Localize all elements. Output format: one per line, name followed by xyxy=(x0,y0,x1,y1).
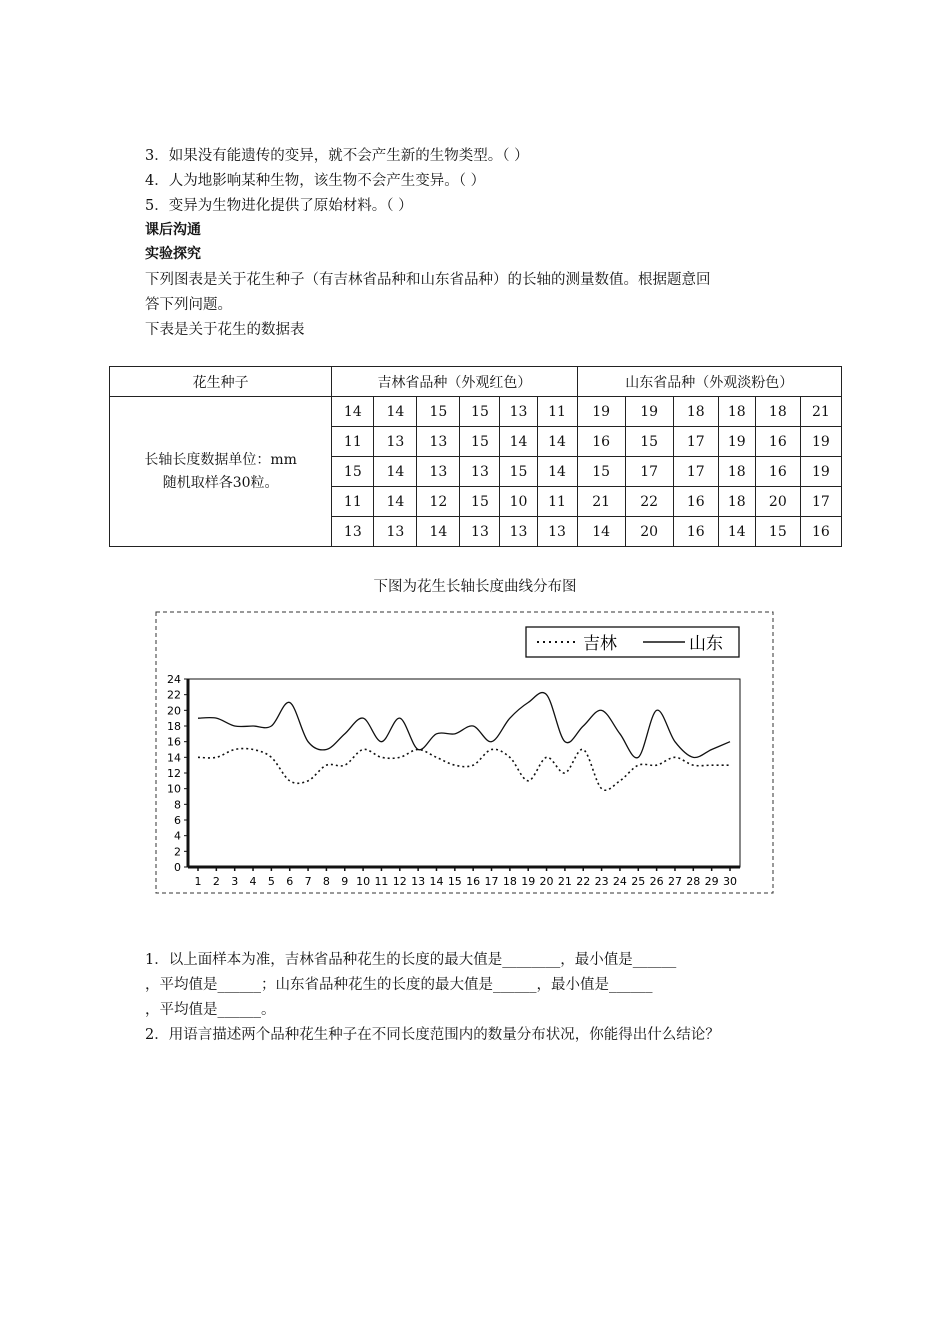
table-cell: 20 xyxy=(625,517,673,547)
data-point xyxy=(344,765,345,766)
question-b1-line1: 1．以上面样本为准，吉林省品种花生的长度的最大值是________，最小值是______ xyxy=(145,952,677,968)
header-shandong: 山东省品种（外观淡粉色） xyxy=(577,367,841,397)
data-point xyxy=(252,725,253,726)
length-distribution-chart xyxy=(155,611,775,895)
data-point xyxy=(436,733,437,734)
data-point xyxy=(509,757,510,758)
y-tick-label: 6 xyxy=(174,814,181,827)
legend-label-shandong: 山东 xyxy=(689,634,723,654)
table-cell: 14 xyxy=(537,457,577,487)
table-cell: 19 xyxy=(800,457,841,487)
y-tick-label: 20 xyxy=(167,704,181,718)
x-tick-label: 23 xyxy=(594,875,609,888)
table-cell: 16 xyxy=(755,457,800,487)
table-cell: 19 xyxy=(718,427,755,457)
data-point xyxy=(528,702,529,703)
x-tick-label: 24 xyxy=(612,875,627,888)
x-tick-label: 6 xyxy=(286,875,294,888)
x-tick-label: 18 xyxy=(502,875,517,888)
table-cell: 13 xyxy=(500,517,537,547)
table-cell: 21 xyxy=(577,487,625,517)
table-cell: 14 xyxy=(417,517,460,547)
y-tick-label: 18 xyxy=(167,720,181,733)
x-tick-label: 28 xyxy=(686,875,701,888)
data-point xyxy=(363,718,364,719)
question-5: 5．变异为生物进化提供了原始材料。（ ） xyxy=(145,198,413,214)
table-cell: 13 xyxy=(417,457,460,487)
x-tick-label: 2 xyxy=(212,875,220,888)
data-point xyxy=(271,757,272,758)
table-cell: 15 xyxy=(460,487,500,517)
y-tick-label: 2 xyxy=(174,845,181,859)
data-point xyxy=(399,757,400,758)
table-row xyxy=(110,397,842,427)
data-point xyxy=(454,733,455,734)
table-cell: 11 xyxy=(537,487,577,517)
table-cell: 20 xyxy=(755,487,800,517)
intro-line-2: 答下列问题。 xyxy=(145,297,232,313)
data-point xyxy=(399,718,400,719)
table-cell: 16 xyxy=(800,517,841,547)
data-point xyxy=(307,780,308,781)
data-point xyxy=(473,765,474,766)
x-tick-label: 17 xyxy=(484,875,499,888)
table-cell: 18 xyxy=(755,397,800,427)
table-cell: 15 xyxy=(500,457,537,487)
data-point xyxy=(289,780,290,781)
table-cell: 16 xyxy=(673,487,718,517)
y-tick-label: 12 xyxy=(167,767,181,780)
x-tick-label: 13 xyxy=(411,875,426,888)
x-tick-label: 8 xyxy=(322,875,330,888)
table-cell: 13 xyxy=(460,457,500,487)
table-cell: 19 xyxy=(577,397,625,427)
data-point xyxy=(289,702,290,703)
table-cell: 14 xyxy=(374,397,417,427)
table-cell: 17 xyxy=(673,457,718,487)
data-point xyxy=(546,694,547,695)
table-cell: 14 xyxy=(718,517,755,547)
peanut-data-table xyxy=(109,366,842,547)
table-cell: 11 xyxy=(537,397,577,427)
x-tick-label: 15 xyxy=(447,875,462,888)
table-cell: 17 xyxy=(800,487,841,517)
data-point xyxy=(638,757,639,758)
table-cell: 10 xyxy=(500,487,537,517)
data-point xyxy=(638,765,639,766)
plot-area xyxy=(167,673,740,888)
table-cell: 15 xyxy=(625,427,673,457)
x-tick-label: 3 xyxy=(231,875,239,888)
table-cell: 19 xyxy=(800,427,841,457)
intro-line-1: 下列图表是关于花生种子（有吉林省品种和山东省品种）的长轴的测量数值。根据题意回 xyxy=(145,272,711,288)
table-cell: 16 xyxy=(577,427,625,457)
x-tick-label: 14 xyxy=(429,875,444,888)
y-tick-label: 14 xyxy=(167,751,181,765)
x-tick-label: 20 xyxy=(539,875,554,888)
data-point xyxy=(729,741,730,742)
table-cell: 13 xyxy=(332,517,374,547)
y-tick-label: 0 xyxy=(174,861,181,874)
x-tick-label: 21 xyxy=(557,875,572,888)
row-label xyxy=(110,397,332,547)
table-cell: 11 xyxy=(332,487,374,517)
x-tick-label: 16 xyxy=(466,875,481,888)
table-cell: 18 xyxy=(718,457,755,487)
data-point xyxy=(528,780,529,781)
y-tick-label: 24 xyxy=(167,673,181,686)
x-tick-label: 30 xyxy=(723,875,737,888)
table-cell: 13 xyxy=(460,517,500,547)
data-point xyxy=(564,741,565,742)
x-tick-label: 9 xyxy=(341,875,349,888)
data-point xyxy=(619,780,620,781)
x-tick-label: 7 xyxy=(304,875,312,888)
data-point xyxy=(693,757,694,758)
table-cell: 18 xyxy=(673,397,718,427)
data-point xyxy=(509,718,510,719)
data-point xyxy=(418,749,419,750)
legend-label-jilin: 吉林 xyxy=(583,634,617,654)
data-point xyxy=(491,741,492,742)
chart-caption: 下图为花生长轴长度曲线分布图 xyxy=(373,579,577,595)
data-point xyxy=(711,765,712,766)
x-tick-label: 19 xyxy=(521,875,536,888)
chart-legend xyxy=(526,627,739,657)
x-tick-label: 27 xyxy=(667,875,682,888)
plot-border xyxy=(188,679,740,867)
data-point xyxy=(729,765,730,766)
data-point xyxy=(344,733,345,734)
question-b2: 2．用语言描述两个品种花生种子在不同长度范围内的数量分布状况，你能得出什么结论？ xyxy=(145,1027,720,1043)
data-point xyxy=(381,741,382,742)
table-cell: 18 xyxy=(718,487,755,517)
table-cell: 22 xyxy=(625,487,673,517)
data-point xyxy=(307,741,308,742)
y-tick-label: 8 xyxy=(174,798,181,812)
table-cell: 21 xyxy=(800,397,841,427)
subsection-title: 实验探究 xyxy=(145,246,201,262)
data-point xyxy=(234,749,235,750)
table-cell: 14 xyxy=(537,427,577,457)
x-tick-label: 29 xyxy=(704,875,719,888)
table-cell: 11 xyxy=(332,427,374,457)
x-tick-label: 11 xyxy=(374,875,389,888)
table-cell: 13 xyxy=(417,427,460,457)
row-label-line1: 长轴长度数据单位：mm xyxy=(144,451,297,468)
data-point xyxy=(601,710,602,711)
series-line-shandong xyxy=(198,693,730,758)
x-tick-label: 1 xyxy=(194,875,202,888)
x-tick-label: 25 xyxy=(631,875,646,888)
table-intro: 下表是关于花生的数据表 xyxy=(145,322,305,338)
data-point xyxy=(601,788,602,789)
y-tick-label: 16 xyxy=(167,735,181,749)
table-cell: 13 xyxy=(374,427,417,457)
x-tick-label: 22 xyxy=(576,875,591,888)
data-point xyxy=(693,765,694,766)
y-tick-label: 10 xyxy=(167,782,181,796)
data-point xyxy=(619,733,620,734)
table-cell: 15 xyxy=(460,397,500,427)
data-point xyxy=(326,749,327,750)
data-point xyxy=(454,765,455,766)
data-point xyxy=(656,710,657,711)
data-point xyxy=(252,749,253,750)
x-tick-label: 12 xyxy=(392,875,407,888)
header-jilin: 吉林省品种（外观红色） xyxy=(332,367,577,397)
x-tick-label: 26 xyxy=(649,875,664,888)
question-b1-line3: ，平均值是______。 xyxy=(145,1002,276,1018)
question-3: 3．如果没有能遗传的变异，就不会产生新的生物类型。（ ） xyxy=(145,148,529,164)
table-cell: 14 xyxy=(374,487,417,517)
data-point xyxy=(381,757,382,758)
data-point xyxy=(216,757,217,758)
y-tick-label: 4 xyxy=(174,829,181,843)
table-cell: 17 xyxy=(673,427,718,457)
table-cell: 13 xyxy=(500,397,537,427)
data-point xyxy=(491,749,492,750)
section-title: 课后沟通 xyxy=(145,222,201,238)
table-cell: 18 xyxy=(718,397,755,427)
table-cell: 17 xyxy=(625,457,673,487)
table-cell: 15 xyxy=(417,397,460,427)
data-point xyxy=(216,718,217,719)
data-point xyxy=(326,765,327,766)
table-cell: 14 xyxy=(500,427,537,457)
series-line-jilin xyxy=(198,749,730,791)
data-point xyxy=(197,757,198,758)
table-cell: 13 xyxy=(537,517,577,547)
table-cell: 15 xyxy=(577,457,625,487)
data-point xyxy=(436,757,437,758)
table-cell: 14 xyxy=(577,517,625,547)
y-tick-label: 22 xyxy=(167,688,181,702)
x-tick-label: 10 xyxy=(356,875,371,888)
data-point xyxy=(583,749,584,750)
data-point xyxy=(363,749,364,750)
data-point xyxy=(583,725,584,726)
table-cell: 19 xyxy=(625,397,673,427)
table-cell: 16 xyxy=(673,517,718,547)
data-point xyxy=(674,757,675,758)
question-b1-line2: ，平均值是______；山东省品种花生的长度的最大值是______，最小值是______ xyxy=(145,977,653,993)
data-point xyxy=(271,725,272,726)
table-cell: 14 xyxy=(374,457,417,487)
data-point xyxy=(473,725,474,726)
x-tick-label: 5 xyxy=(267,875,275,888)
data-point xyxy=(546,757,547,758)
data-point xyxy=(711,749,712,750)
data-point xyxy=(564,772,565,773)
data-point xyxy=(197,718,198,719)
data-point xyxy=(674,741,675,742)
data-point xyxy=(234,725,235,726)
table-cell: 15 xyxy=(460,427,500,457)
question-4: 4．人为地影响某种生物，该生物不会产生变异。（ ） xyxy=(145,173,486,189)
table-cell: 13 xyxy=(374,517,417,547)
row-label-line2: 随机取样各30粒。 xyxy=(162,474,279,491)
data-point xyxy=(656,765,657,766)
table-cell: 14 xyxy=(332,397,374,427)
x-tick-label: 4 xyxy=(249,875,257,888)
table-cell: 15 xyxy=(755,517,800,547)
table-cell: 15 xyxy=(332,457,374,487)
table-cell: 12 xyxy=(417,487,460,517)
table-cell: 16 xyxy=(755,427,800,457)
header-seed: 花生种子 xyxy=(110,367,332,397)
